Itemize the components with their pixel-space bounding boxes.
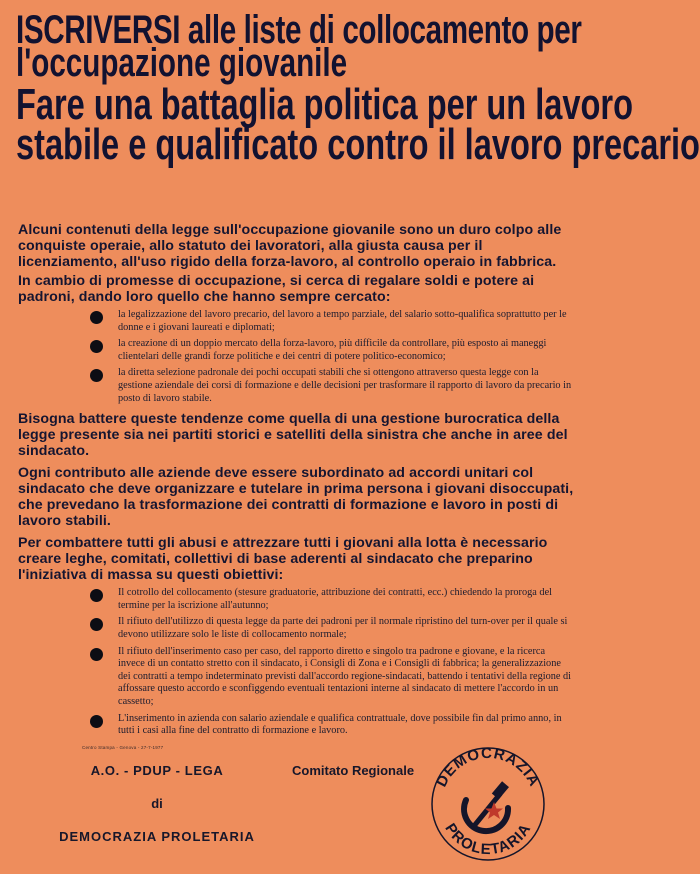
list-item-text: L'inserimento in azienda con salario aziendale e qualifica contrattuale, dove possibile fin dal primo anno, in tutti i casi alla fine del contratto di formazione e lavoro.: [118, 712, 562, 737]
list-item: [18, 309, 574, 334]
organizers-line: A.O. - PDUP - LEGA: [90, 763, 224, 778]
body-text: [18, 222, 574, 744]
di-connector: di: [151, 796, 163, 811]
democrazia-proletaria-logo: [428, 744, 548, 864]
comitato-regionale: Comitato Regionale: [292, 763, 415, 778]
printer-credit: Centro Stampa - Genova - 27-7-1977: [82, 745, 164, 750]
list-item-text: la legalizzazione del lavoro precario, del lavoro a tempo parziale, del salario sotto-qualifica soprattutto per le donne e i giovani laureati e diplomati;: [118, 309, 567, 333]
headline-line-4: stabile e qualificato contro il lavoro precario: [16, 120, 700, 169]
bullet-dot: [90, 311, 103, 324]
organizers-block: [52, 763, 262, 844]
headline: [16, 8, 700, 169]
list-item: [18, 616, 574, 641]
list-item: [18, 587, 574, 612]
paragraph-4: Ogni contributo alle aziende deve essere subordinato ad accordi unitari col sindacato che deve organizzare e tutelare in prima persona i giovani disoccupati, che prevedano la trasformazione dei contratti di formazione e lavoro in posti di lavoro stabili.: [18, 465, 574, 530]
bullet-dot: [90, 340, 103, 353]
paragraph-5: Per combattere tutti gli abusi e attrezzare tutti i giovani alla lotta è necessario creare leghe, comitati, collettivi di base aderenti al sindacato che preparino l'iniziativa di massa su questi obiettivi:: [18, 535, 548, 584]
bullet-dot: [90, 715, 103, 728]
bullet-dot: [90, 589, 103, 602]
list-item-text: Il cotrollo del collocamento (stesure graduatorie, attribuzione dei contratti, ecc.) chiedendo la proroga del termine per la iscrizione all'autunno;: [118, 587, 553, 611]
list-item: [18, 338, 574, 363]
list-item: [18, 367, 574, 405]
list-item-text: la diretta selezione padronale dei pochi occupati stabili che si ottengono attraverso questa legge con la gestione aziendale dei corsi di formazione e delle decisioni per trasformare il rapporto di lavoro da precario in posto di lavoro stabile.: [118, 367, 572, 404]
list-item-text: Il rifiuto dell'inserimento caso per caso, del rapporto diretto e singolo tra padrone e giovane, e la ricerca invece di un contatto stretto con il sindacato, i Consigli di Zona e i Consigli di fabbrica; la generalizzazione dei contratti a tempo indeterminato previsti dall'accordo regione-sindacati, battendo i tentativi della regione di affossare questo accordo e sconfiggendo eventuali tentazioni interne al sindacato di mettere l'accordo in un cassetto;: [118, 645, 572, 707]
star-icon: [485, 802, 503, 819]
list-item-text: Il rifiuto dell'utilizzo di questa legge da parte dei padroni per il normale ripristino del turn-over per il quale si devono utilizzare solo le liste di collocamento normale;: [118, 616, 568, 640]
list-item-text: la creazione di un doppio mercato della forza-lavoro, più difficile da controllare, più esposto ai maneggi clientelari delle grandi forze politiche e dei centri di potere politico-economico;: [118, 338, 547, 362]
bullet-list-1: [18, 309, 574, 405]
list-item: [18, 713, 574, 738]
bullet-dot: [90, 648, 103, 661]
party-name: DEMOCRAZIA PROLETARIA: [59, 829, 255, 844]
headline-line-2: l'occupazione giovanile: [16, 41, 348, 85]
bullet-dot: [90, 618, 103, 631]
bullet-list-2: [18, 587, 574, 738]
paragraph-1: Alcuni contenuti della legge sull'occupazione giovanile sono un duro colpo alle conquiste operaie, allo statuto dei lavoratori, alla giusta causa per il licenziamento, all'uso rigido della forza-lavoro, al controllo operaio in fabbrica.: [18, 222, 562, 270]
paragraph-3: Bisogna battere queste tendenze come quella di una gestione burocratica della legge presente sia nei partiti storici e satelliti della sinistra che anche in aree del sindacato.: [18, 411, 568, 460]
logo-text-top: DEMOCRAZIA: [432, 744, 544, 790]
paragraph-2: In cambio di promesse di occupazione, si cerca di regalare soldi e potere ai padroni, dando loro quello che hanno sempre cercato:: [18, 273, 535, 305]
hammer-sickle-icon: [464, 781, 509, 831]
bullet-dot: [90, 369, 103, 382]
list-item: [18, 646, 574, 709]
headline-line-3: Fare una battaglia politica per un lavoro: [16, 80, 633, 129]
headline-line-1: ISCRIVERSI alle liste di collocamento per: [16, 8, 582, 52]
logo-text-bottom: PROLETARIA: [441, 820, 535, 859]
